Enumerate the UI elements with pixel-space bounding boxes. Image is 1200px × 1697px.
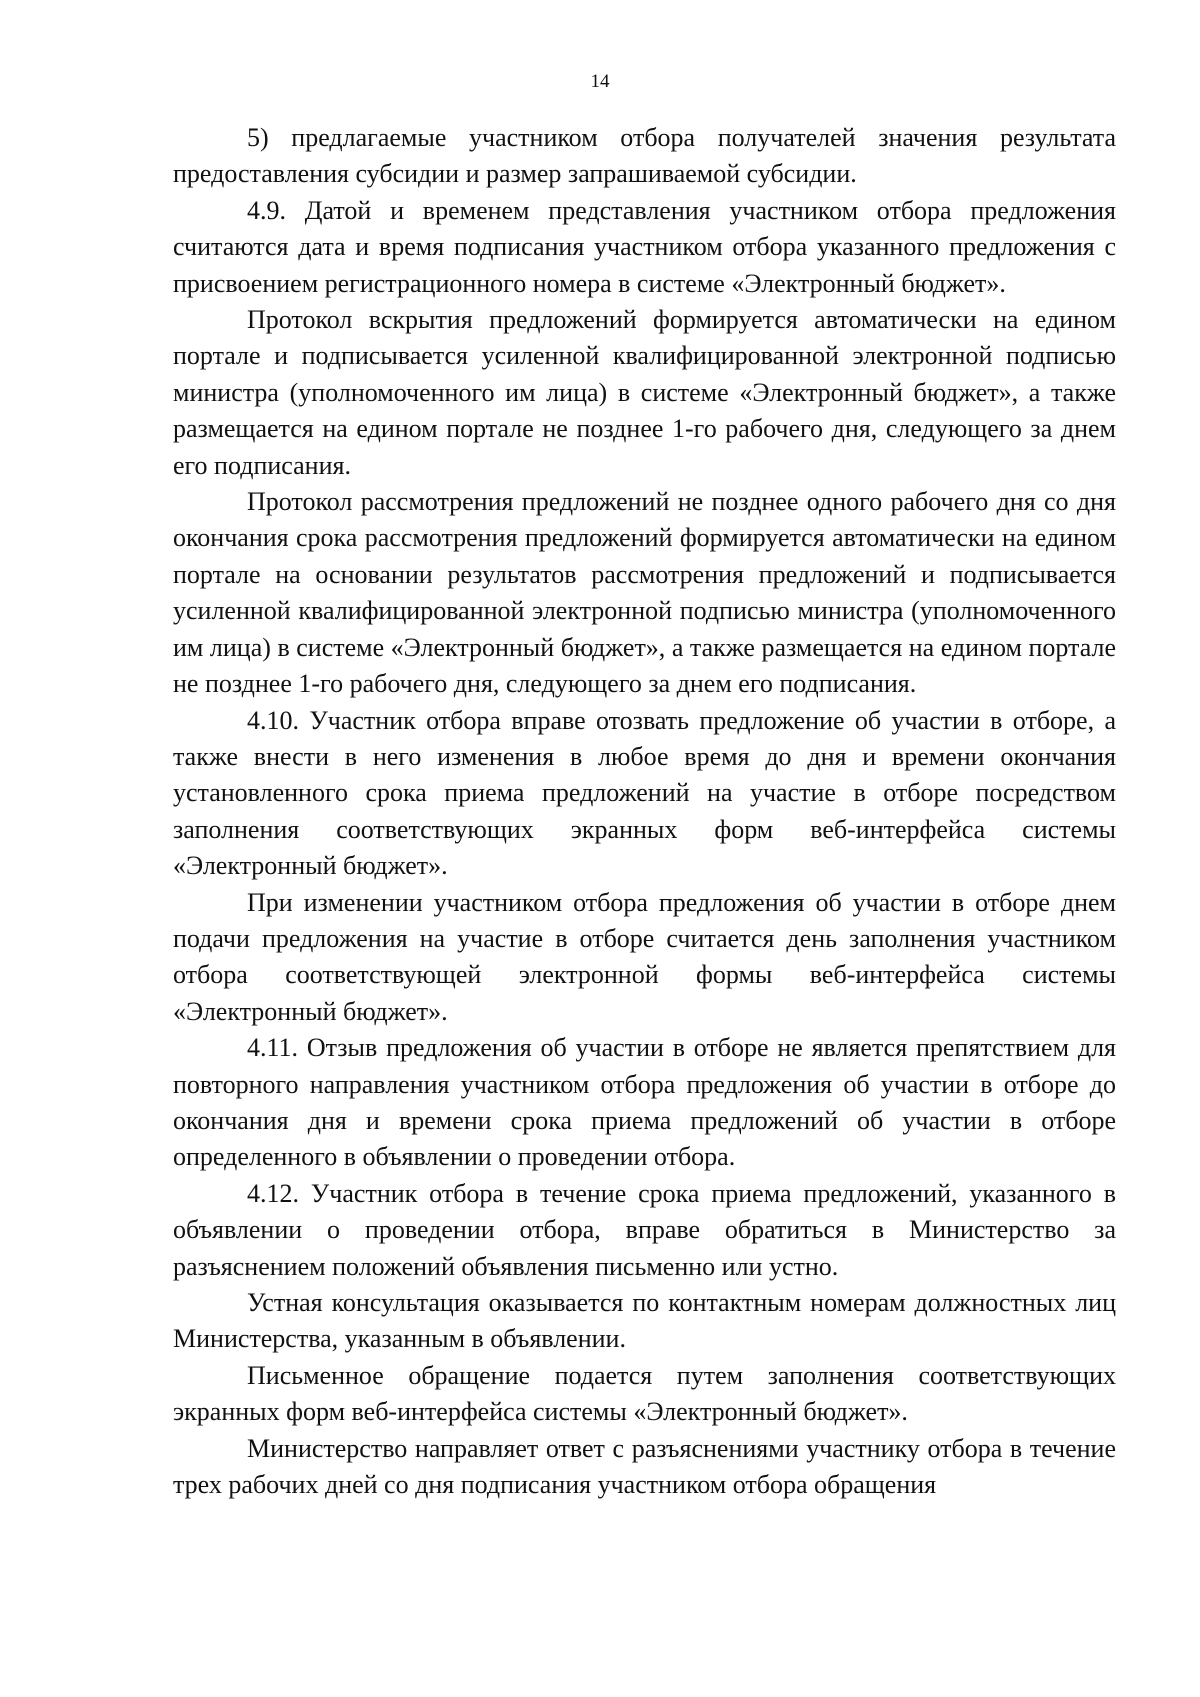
- paragraph-oral-consultation: Устная консультация оказывается по контактным номерам должностных лиц Министерства, указанным в объявлении.: [173, 1288, 1116, 1354]
- paragraph-4-9: 4.9. Датой и временем представления участником отбора предложения считаются дата и время подписания участником отбора указанного предложения с присвоением регистрационного номера в системе «Электронный бюджет».: [173, 195, 1116, 298]
- paragraph-opening-protocol: Протокол вскрытия предложений формируется автоматически на едином портале и подписывается усиленной квалифицированной электронной подписью министра (уполномоченного им лица) в системе «Электронный бюджет», а также размещается на едином портале не позднее 1-го рабочего дня, следующего за днем его подписания.: [173, 305, 1116, 480]
- page-number: 14: [590, 71, 610, 92]
- paragraph-ministry-response: Министерство направляет ответ с разъяснениями участнику отбора в течение трех рабочих дней со дня подписания участником отбора обращения: [173, 1433, 1116, 1500]
- paragraph-4-11: 4.11. Отзыв предложения об участии в отборе не является препятствием для повторного направления участником отбора предложения об участии в отборе до окончания дня и времени срока приема предложений об участии в отборе определенного в объявлении о проведении отбора.: [173, 1033, 1116, 1172]
- document-body: [173, 120, 1116, 1503]
- paragraph-4-10: 4.10. Участник отбора вправе отозвать предложение об участии в отборе, а также внести в него изменения в любое время до дня и времени окончания установленного срока приема предложений на участие в отборе посредством заполнения соответствующих экранных форм веб-интерфейса системы «Электронный бюджет».: [173, 705, 1116, 881]
- paragraph-review-protocol: Протокол рассмотрения предложений не позднее одного рабочего дня со дня окончания срока рассмотрения предложений формируется автоматически на едином портале на основании результатов рассмотрения предложений и подписывается усиленной квалифицированной электронной подписью министра (уполномоченного им лица) в системе «Электронный бюджет», а также размещается на едином портале не позднее 1-го рабочего дня, следующего за днем его подписания.: [173, 487, 1116, 699]
- paragraph-4-12: 4.12. Участник отбора в течение срока приема предложений, указанного в объявлении о проведении отбора, вправе обратиться в Министерство за разъяснением положений объявления письменно или устно.: [173, 1178, 1116, 1281]
- paragraph-written-request: Письменное обращение подается путем заполнения соответствующих экранных форм веб-интерфейса системы «Электронный бюджет».: [173, 1360, 1116, 1427]
- paragraph-5-proposed-values: 5) предлагаемые участником отбора получателей значения результата предоставления субсидии и размер запрашиваемой субсидии.: [173, 123, 1116, 189]
- paragraph-proposal-change: При изменении участником отбора предложения об участии в отборе днем подачи предложения на участие в отборе считается день заполнения участником отбора соответствующей электронной формы веб-интерфейса системы «Электронный бюджет».: [173, 887, 1116, 1026]
